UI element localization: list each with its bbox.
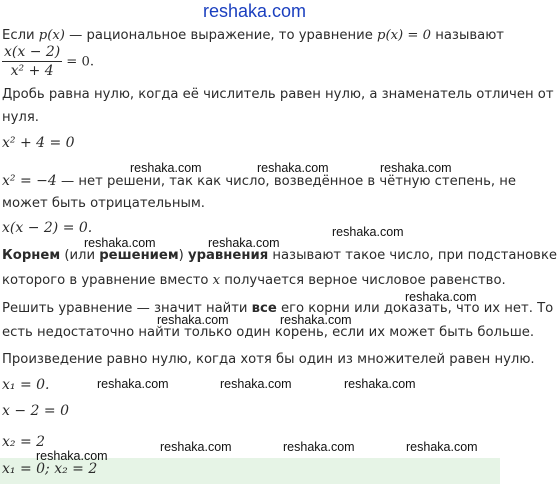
- equation-denominator: x² + 4 = 0: [2, 135, 75, 151]
- watermark: reshaka.com: [257, 161, 329, 175]
- term-solution: решением: [99, 248, 179, 263]
- paragraph-solve-1: [2, 301, 553, 316]
- math-x: x: [212, 273, 221, 288]
- term-all: все: [251, 301, 277, 316]
- watermark: reshaka.com: [283, 440, 355, 454]
- watermark: reshaka.com: [405, 290, 477, 304]
- text: (или: [60, 248, 100, 263]
- watermark-top: reshaka.com: [203, 1, 307, 21]
- fraction-rest: = 0.: [66, 54, 95, 70]
- watermark: reshaka.com: [97, 377, 169, 391]
- watermark: reshaka.com: [208, 236, 280, 250]
- equation-factor: x − 2 = 0: [2, 403, 69, 419]
- text: — нет решени, так как число, возведённое в чётную степень, не: [56, 174, 516, 189]
- fraction-equation: [2, 44, 94, 79]
- equation-numerator: x(x − 2) = 0.: [2, 220, 93, 236]
- paragraph-definition-rational: [2, 28, 504, 43]
- fraction-denominator: x² + 4: [10, 63, 54, 79]
- term-equation: уравнения: [188, 248, 269, 263]
- text: которого в уравнение вместо: [2, 273, 213, 288]
- paragraph-fraction-zero-1: Дробь равна нулю, когда её числитель равен нулю, а знаменатель отличен от: [2, 87, 554, 102]
- paragraph-no-solution-2: может быть отрицательным.: [2, 196, 205, 211]
- paragraph-root-definition-1: [2, 248, 557, 263]
- text: Если: [2, 28, 39, 43]
- text: — рациональное выражение, то уравнение: [64, 28, 378, 43]
- watermark: reshaka.com: [84, 236, 156, 250]
- watermark: reshaka.com: [220, 377, 292, 391]
- paragraph-fraction-zero-2: нуля.: [2, 110, 39, 125]
- paragraph-solve-2: есть недостаточно найти только один корень, если их может быть больше.: [2, 325, 535, 340]
- text: ): [178, 248, 188, 263]
- answer: x₁ = 0; x₂ = 2: [2, 461, 98, 477]
- paragraph-no-solution-1: [2, 173, 516, 189]
- term-root: Корнем: [2, 248, 61, 263]
- watermark: reshaka.com: [344, 377, 416, 391]
- math-eq: x² = −4: [2, 173, 57, 189]
- text: его корни или доказать, что их нет. То: [276, 301, 554, 316]
- text: называют такое число, при подстановке: [268, 248, 557, 263]
- watermark: reshaka.com: [280, 313, 352, 327]
- watermark: reshaka.com: [36, 449, 108, 463]
- watermark: reshaka.com: [380, 161, 452, 175]
- text: получается верное числовое равенство.: [220, 273, 506, 288]
- math-eq: p(x) = 0: [377, 28, 432, 43]
- root-x1: x₁ = 0.: [2, 377, 50, 393]
- watermark: reshaka.com: [332, 225, 404, 239]
- watermark: reshaka.com: [130, 161, 202, 175]
- paragraph-product-zero: Произведение равно нулю, когда хотя бы один из множителей равен нулю.: [2, 352, 535, 367]
- text: называют: [431, 28, 504, 43]
- watermark: reshaka.com: [406, 440, 478, 454]
- math-px: p(x): [38, 28, 65, 43]
- root-x2: x₂ = 2: [2, 434, 46, 450]
- paragraph-root-definition-2: [2, 273, 506, 288]
- watermark: reshaka.com: [160, 440, 232, 454]
- watermark: reshaka.com: [157, 313, 229, 327]
- fraction: [2, 44, 62, 79]
- text: Решить уравнение — значит найти: [2, 301, 252, 316]
- fraction-numerator: x(x − 2): [4, 44, 61, 60]
